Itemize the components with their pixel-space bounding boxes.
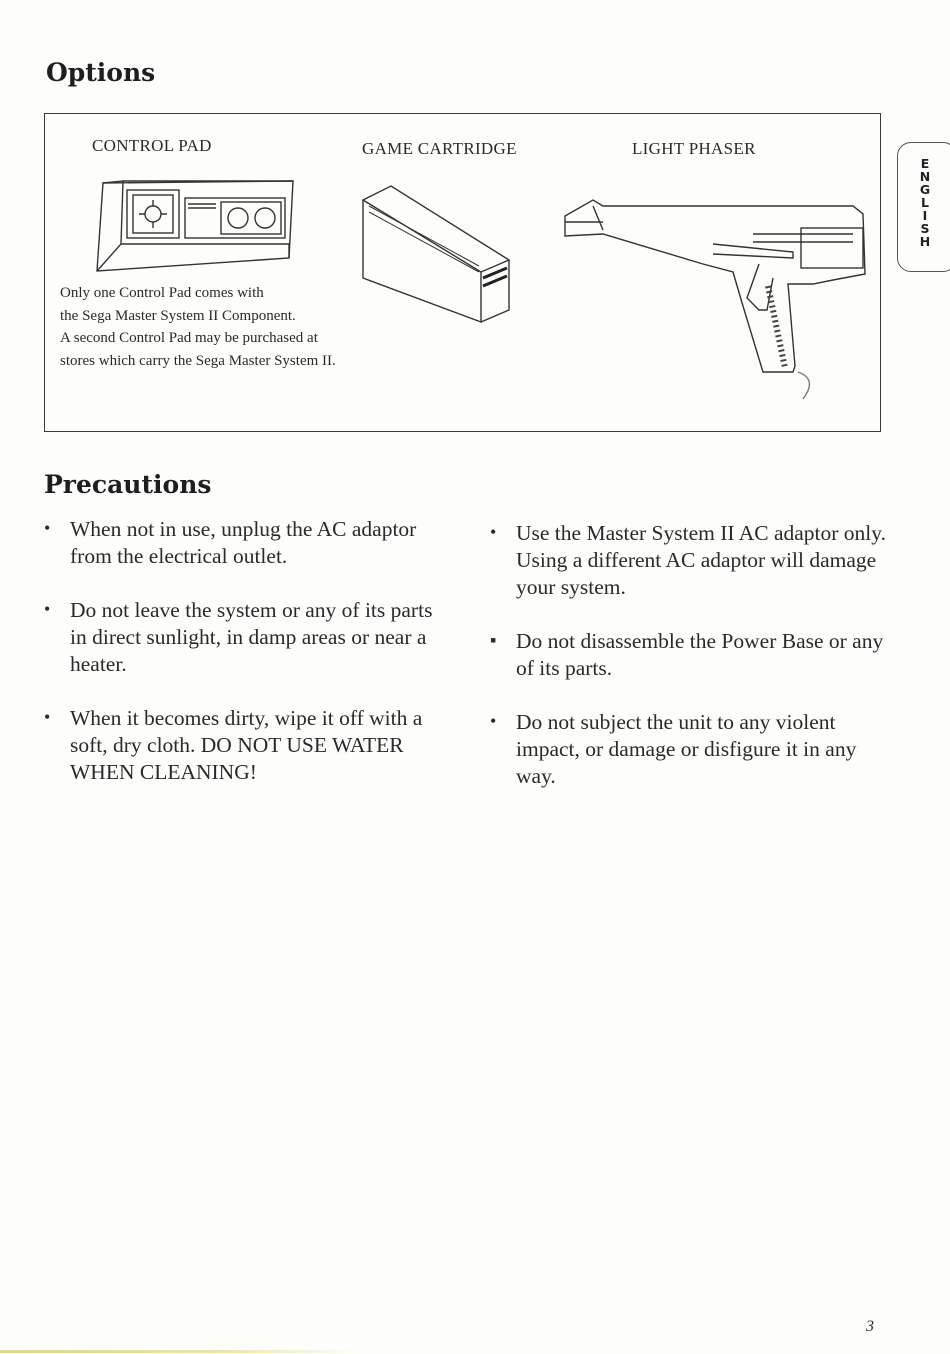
list-item-text: Use the Master System II AC adaptor only. Using a different AC adaptor will damage your system. xyxy=(516,521,887,599)
language-tab-letter: H xyxy=(919,234,931,249)
list-item xyxy=(44,516,444,570)
light-phaser-illustration xyxy=(563,194,883,399)
bullet-icon: • xyxy=(490,711,497,731)
options-panel xyxy=(44,113,881,432)
control-pad-caption: CONTROL PAD xyxy=(92,136,212,155)
language-tab-letter: N xyxy=(919,169,931,184)
bullet-icon: • xyxy=(490,522,497,542)
list-item-text: Do not subject the unit to any violent impact, or damage or disfigure it in any way. xyxy=(516,710,857,788)
precautions-left-list xyxy=(44,516,444,786)
control-pad-note xyxy=(60,282,336,372)
bullet-icon: • xyxy=(44,707,51,727)
note-line: Only one Control Pad comes with xyxy=(60,285,264,301)
language-tab-letter: S xyxy=(920,221,930,236)
game-cartridge-caption: GAME CARTRIDGE xyxy=(362,139,517,158)
precautions-heading: Precautions xyxy=(44,470,212,499)
bullet-icon: ▪ xyxy=(490,630,497,650)
language-tab-letter: I xyxy=(922,208,928,223)
page-number: 3 xyxy=(866,1318,874,1335)
list-item xyxy=(490,520,890,601)
bullet-icon: • xyxy=(44,599,51,619)
language-tab-letter: E xyxy=(920,156,930,171)
control-pad-illustration xyxy=(93,178,298,278)
precautions-right-list xyxy=(490,516,890,790)
note-line: A second Control Pad may be purchased at xyxy=(60,330,318,346)
note-line: the Sega Master System II Component. xyxy=(60,307,296,324)
list-item-text: Do not leave the system or any of its parts in direct sunlight, in damp areas or near a heater. xyxy=(70,598,433,676)
language-tab xyxy=(897,142,950,272)
language-tab-letter: G xyxy=(919,182,931,197)
options-heading: Options xyxy=(46,58,156,87)
list-item xyxy=(44,705,444,786)
list-item-text: When it becomes dirty, wipe it off with a soft, dry cloth. DO NOT USE WATER WHEN CLEANING! xyxy=(70,706,423,784)
list-item xyxy=(44,597,444,678)
game-cartridge-illustration xyxy=(361,182,516,327)
note-line: stores which carry the Sega Master System II. xyxy=(60,352,336,369)
list-item-text: When not in use, unplug the AC adaptor from the electrical outlet. xyxy=(70,517,417,568)
bullet-icon: • xyxy=(44,518,51,538)
page-edge xyxy=(0,1350,360,1353)
list-item xyxy=(490,709,890,790)
light-phaser-caption: LIGHT PHASER xyxy=(632,139,756,158)
list-item xyxy=(490,628,890,682)
list-item-text: Do not disassemble the Power Base or any of its parts. xyxy=(516,629,884,680)
language-tab-letter: L xyxy=(921,195,929,210)
